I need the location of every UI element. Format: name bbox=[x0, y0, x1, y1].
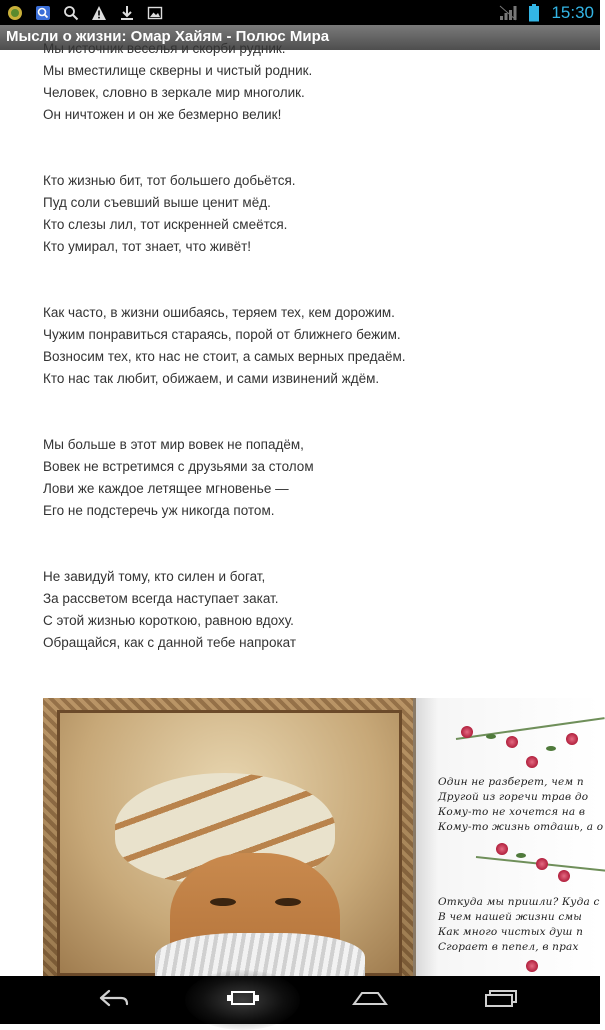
poem-line: Человек, словно в зеркале мир многолик. bbox=[43, 85, 305, 100]
poem-line: Его не подстеречь уж никогда потом. bbox=[43, 503, 275, 518]
calligraphy-line: Как много чистых душ п bbox=[438, 926, 584, 938]
notification-icons bbox=[6, 3, 164, 22]
navigation-bar bbox=[0, 976, 600, 1024]
poem-line: Он ничтожен и он же безмерно велик! bbox=[43, 107, 282, 122]
poem-line: Кто слезы лил, тот искренней смеётся. bbox=[43, 217, 288, 232]
recents-icon bbox=[480, 986, 520, 1015]
rose bbox=[506, 736, 518, 748]
poem-line: Чужим понравиться стараясь, порой от ближнего бежим. bbox=[43, 327, 401, 342]
recents-button[interactable] bbox=[460, 976, 540, 1024]
poem-line: Пуд соли съевший выше ценит мёд. bbox=[43, 195, 271, 210]
eye bbox=[275, 898, 301, 906]
system-status bbox=[499, 0, 594, 25]
poem-line: Кто жизнью бит, тот большего добьётся. bbox=[43, 173, 296, 188]
image-icon bbox=[146, 4, 164, 22]
poem-line: С этой жизнью короткою, равною вдоху. bbox=[43, 613, 294, 628]
leaf bbox=[516, 853, 526, 858]
poem-line: Кто нас так любит, обижаем, и сами извинений ждём. bbox=[43, 371, 380, 386]
rose bbox=[566, 733, 578, 745]
page-title: Мысли о жизни: Омар Хайям - Полюс Мира bbox=[6, 28, 330, 45]
eye bbox=[210, 898, 236, 906]
article-content[interactable] bbox=[0, 41, 604, 976]
poem-line: Возносим тех, кто нас не стоит, а самых верных предаём. bbox=[43, 349, 406, 364]
battery-icon bbox=[525, 4, 543, 22]
manuscript-page bbox=[413, 698, 604, 976]
back-button[interactable] bbox=[73, 976, 153, 1024]
ornamental-frame bbox=[43, 698, 413, 976]
poem-line: Мы больше в этот мир вовек не попадём, bbox=[43, 437, 304, 452]
portrait bbox=[57, 710, 402, 976]
signal-icon bbox=[499, 4, 517, 22]
rose bbox=[461, 726, 473, 738]
app-icon bbox=[6, 4, 24, 22]
recent-apps-button[interactable] bbox=[203, 976, 283, 1024]
leaf bbox=[486, 734, 496, 739]
home-icon bbox=[350, 986, 390, 1015]
vine bbox=[456, 717, 605, 740]
rose bbox=[558, 870, 570, 882]
poem-line: За рассветом всегда наступает закат. bbox=[43, 591, 279, 606]
poem-line: Кто умирал, тот знает, что живёт! bbox=[43, 239, 252, 254]
poem-line: Мы вместилище скверны и чистый родник. bbox=[43, 63, 313, 78]
calligraphy-line: Сгорает в пепел, в прах bbox=[438, 941, 579, 953]
rose bbox=[526, 960, 538, 972]
home-button[interactable] bbox=[330, 976, 410, 1024]
search-icon bbox=[62, 4, 80, 22]
calligraphy-line: Один не разберет, чем п bbox=[438, 776, 584, 788]
poem-line: Лови же каждое летящее мгновенье — bbox=[43, 481, 289, 496]
poem-line: Обращайся, как с данной тебе напрокат bbox=[43, 635, 297, 650]
poem-line: Мы источник веселья и скорби рудник. bbox=[43, 41, 286, 56]
search-app-icon bbox=[34, 4, 52, 22]
back-icon bbox=[93, 986, 133, 1015]
status-bar bbox=[0, 0, 600, 25]
poem-line: Вовек не встретимся с друзьями за столом bbox=[43, 459, 314, 474]
calligraphy-line: В чем нашей жизни смы bbox=[438, 911, 583, 923]
poem-line: Не завидуй тому, кто силен и богат, bbox=[43, 569, 266, 584]
rose bbox=[526, 756, 538, 768]
calligraphy-line: Откуда мы пришли? Куда с bbox=[438, 896, 600, 908]
omar-khayyam-image bbox=[43, 698, 604, 976]
warning-icon bbox=[90, 4, 108, 22]
recent-apps-icon bbox=[223, 986, 263, 1015]
leaf bbox=[546, 746, 556, 751]
calligraphy-line: Кому-то жизнь отдашь, а о bbox=[438, 821, 604, 833]
rose bbox=[536, 858, 548, 870]
calligraphy-line: Другой из горечи трав до bbox=[438, 791, 589, 803]
rose bbox=[496, 843, 508, 855]
clock: 15:30 bbox=[551, 2, 594, 22]
calligraphy-line: Кому-то не хочется на в bbox=[438, 806, 586, 818]
poem-line: Как часто, в жизни ошибаясь, теряем тех, кем дорожим. bbox=[43, 305, 395, 320]
download-icon bbox=[118, 4, 136, 22]
